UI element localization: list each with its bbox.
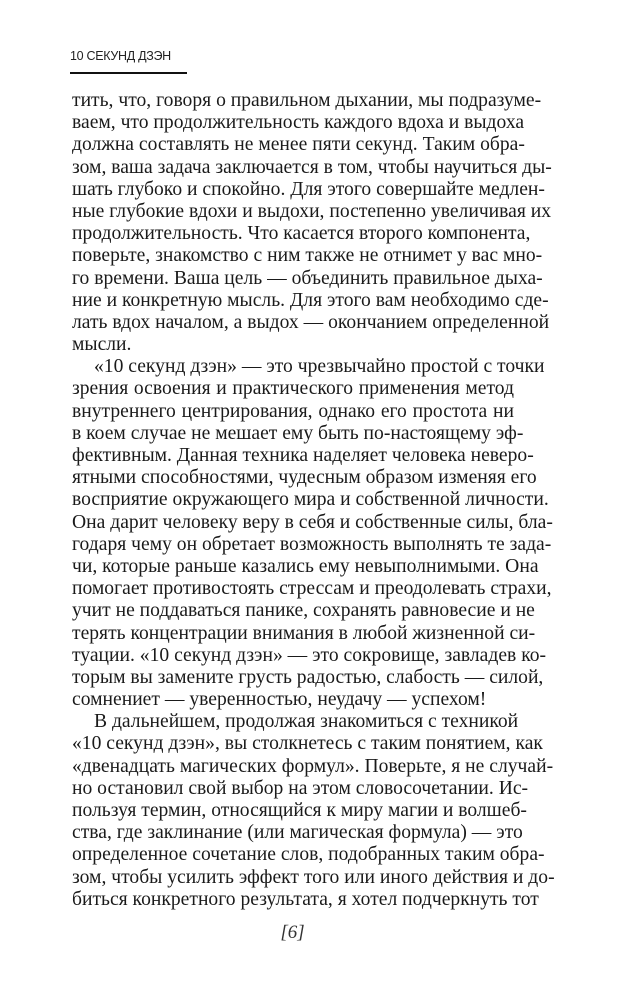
text-line: «двенадцать магических формул». Поверьте, я не случай- [72, 755, 554, 777]
text-line: туации. «10 секунд дзэн» — это сокровище, завладев ко- [72, 644, 547, 666]
text-line: восприятие окружающего мира и собственной личности. [72, 489, 549, 511]
text-line: Она дарит человеку веру в себя и собственные силы, бла- [72, 511, 553, 533]
text-line: шать глубоко и спокойно. Для этого совершайте медлен- [72, 178, 545, 200]
text-line: чи, которые раньше казались ему невыполнимыми. Она [72, 555, 539, 577]
text-line: В дальнейшем, продолжая знакомиться с техникой [94, 711, 519, 733]
text-line: должна составлять не менее пяти секунд. Таким обра- [72, 134, 525, 156]
text-line: зрения освоения и практического применения метод [72, 378, 514, 400]
body-text [72, 90, 555, 911]
text-line: терять концентрации внимания в любой жизненной си- [72, 622, 536, 644]
text-line: тить, что, говоря о правильном дыхании, мы подразуме- [72, 90, 542, 111]
text-line: помогает противостоять стрессам и преодолевать страхи, [72, 578, 552, 600]
text-line: определенное сочетание слов, подобранных таким обра- [72, 844, 545, 866]
text-line: сомнениет — уверенностью, неудачу — успехом! [72, 689, 487, 711]
text-line: ные глубокие вдохи и выдохи, постепенно увеличивая их [72, 200, 552, 222]
text-line: го времени. Ваша цель — объединить правильное дыха- [72, 267, 543, 289]
text-line: лать вдох началом, а выдох — окончанием определенной [72, 311, 550, 333]
text-line: «10 секунд дзэн» — это чрезвычайно простой с точки [94, 356, 545, 378]
running-header: 10 СЕКУНД ДЗЭН [70, 49, 171, 63]
text-line: мысли. [72, 334, 132, 356]
text-line: внутреннего центрирования, однако его простота ни [72, 400, 514, 422]
text-line: биться конкретного результата, я хотел подчеркнуть тот [72, 888, 539, 910]
text-line: «10 секунд дзэн», вы столкнетесь с таким понятием, как [72, 733, 543, 755]
text-line: торым вы замените грусть радостью, слабость — силой, [72, 666, 544, 688]
text-line: фективным. Данная техника наделяет человека неверо- [72, 445, 534, 466]
text-line: ятными способностями, чудесным образом изменяя его [72, 467, 537, 489]
header-rule [70, 72, 187, 74]
text-line: учит не поддаваться панике, сохранять равновесие и не [72, 600, 535, 622]
text-line: в коем случае не мешает ему быть по-настоящему эф- [72, 422, 524, 444]
text-line: но остановил свой выбор на этом словосочетании. Ис- [72, 777, 529, 799]
text-line: зом, ваша задача заключается в том, чтобы научиться ды- [72, 156, 552, 178]
paragraph [72, 356, 553, 711]
text-line: ства, где заклинание (или магическая формула) — это [72, 822, 523, 844]
text-line: годаря чему он обретает возможность выполнять те зада- [72, 533, 552, 555]
text-line: ние и конкретную мысль. Для этого вам необходимо сде- [72, 289, 549, 311]
page-number: [6] [280, 922, 305, 943]
text-line: продолжительность. Что касается второго компонента, [72, 223, 531, 245]
text-line: зом, чтобы усилить эффект того или иного действия и до- [72, 866, 555, 888]
paragraph [72, 711, 555, 911]
text-line: пользуя термин, относящийся к миру магии и волшеб- [72, 800, 527, 821]
paragraph [72, 90, 552, 356]
text-line: поверьте, знакомство с ним также не отнимет у вас мно- [72, 245, 543, 267]
text-line: ваем, что продолжительность каждого вдоха и выдоха [72, 112, 525, 134]
